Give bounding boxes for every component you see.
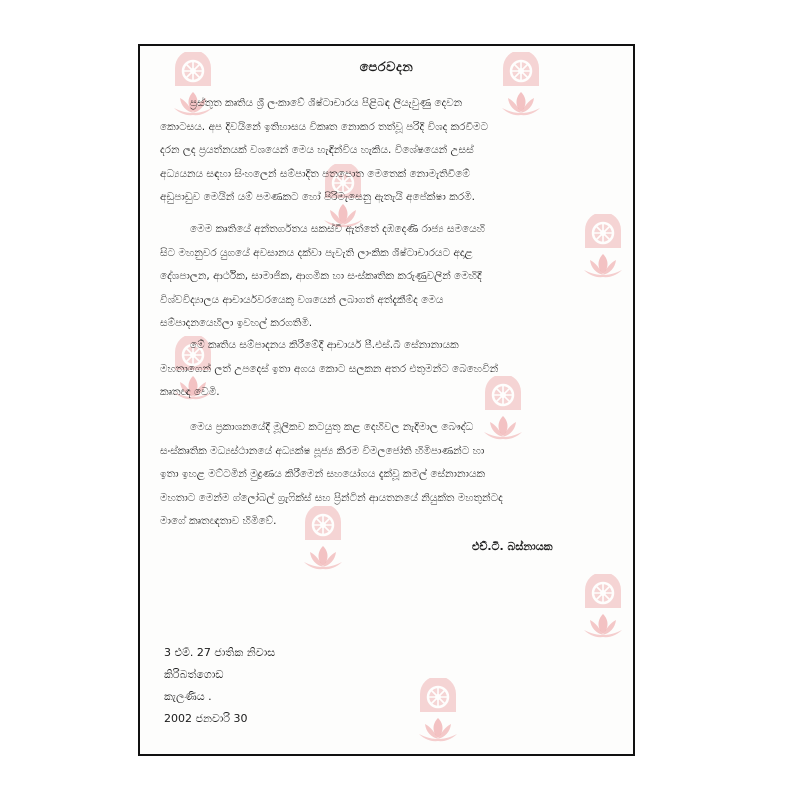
text-line: මාගේ කෘතඥතාව හිමිවේ. [160,515,277,527]
text-line: දේශපාලන, ආර්ථික, සාමාජික, ආගමික හා සංස්කෘතික කරුණුවලින් මෙහිදී [160,270,482,282]
address-line: කිරිබත්ගොඩ [164,668,224,681]
text-line: මෙම කෘතියේ අන්තර්ගතය සකස්වී ඇත්තේ දඹදෙණි රාජ්‍ය සමයෙහි [190,223,485,235]
date-line: 2002 ජනවාරි 30 [164,712,248,725]
dharma-wheel-watermark-icon [580,574,626,642]
text-line: කොටසය. අප දිවයිනේ ඉතිහාසය විකෘත නොකර තත්වූ පරිදි විශද කරවීමට [160,120,489,133]
text-line: අධ්‍යයනය සඳහා සිංහලෙන් සම්පාදිත පතපොත මෙතෙක් නොමැතිවීමේ [160,167,470,180]
text-line: සිට මහනුවර යුගයේ අවසානය දක්වා පැවැති ලාංකික ශිෂ්ටාචාරයට අදාළ [160,246,473,259]
dharma-wheel-watermark-icon [415,678,461,746]
text-line: කෘතඥ වෙමි. [160,386,220,398]
address-block [164,642,275,730]
page-title: පෙරවදන [359,60,414,75]
text-line: මහතාගෙන් ලත් උපදෙස් ඉතා අගය කොට සලකන අතර එතුමන්ට බෙහෙවින් [160,362,499,375]
address-line: 3 එම්. 27 ජාතික නිවාස [164,646,276,659]
address-line: කැලණිය . [164,690,212,703]
text-line: දරන ලද ප්‍රයත්නයක් වශයෙන් මෙය හැඳින්විය හැකිය. විශේෂයෙන් උසස් [160,144,474,156]
text-line: සම්පාදනයෙහිලා ඉවහල් කරගතිමි. [160,317,313,329]
text-line: ඉතා ඉහළ මට්ටමින් මුද්‍රණය කිරීමෙන් සහයෝගය දැක්වූ කමල් සේනානායක [160,468,486,480]
signature: එච්.ටී. බස්නායක [472,540,553,553]
paragraph-2 [160,218,619,336]
text-line: සංස්කෘතික මධ්‍යස්ථානයේ අධ්‍යක්ෂ පූජ්‍ය කිරම විමලජෝති හිමිපාණන්ට හා [160,444,485,457]
text-line: විශ්වවිද්‍යාලය ආචාර්යවරයෙකු වශයෙන් ලබාගත් අත්දැකීම්ද මෙය [160,293,444,306]
text-line: අඩුපාඩුව මෙයින් යම් පමණකට හෝ පිරිමැසෙනු ඇතැයි අපේක්ෂා කරමි. [160,191,475,203]
paragraph-3 [160,334,619,405]
text-line: ප්‍රස්තුත කෘතිය ශ්‍රී ලංකාවේ ශිෂ්ටාචාරය පිළිබඳ ලියැවුණු දෙවන [190,97,463,109]
text-line: මෙය ප්‍රකාශනයේදී මූලිකව කටයුතු කළ දෙහිවල නැදිමාල බෞද්ධ [190,421,474,433]
paragraph-4 [160,416,619,534]
text-line: මේ කෘතිය සම්පාදනය කිරීමේදී ආචාර්ය පී.එස්.බී සේනානායක [190,339,459,351]
text-line: මහතාට මෙන්ම ග්ලෝබල් ග්‍රැෆික්ස් සහ ප්‍රින්ටින් ආයතනයේ නියුක්ත මහතුන්ටද [160,491,503,504]
paragraph-1 [160,92,619,210]
document-page [138,44,635,756]
